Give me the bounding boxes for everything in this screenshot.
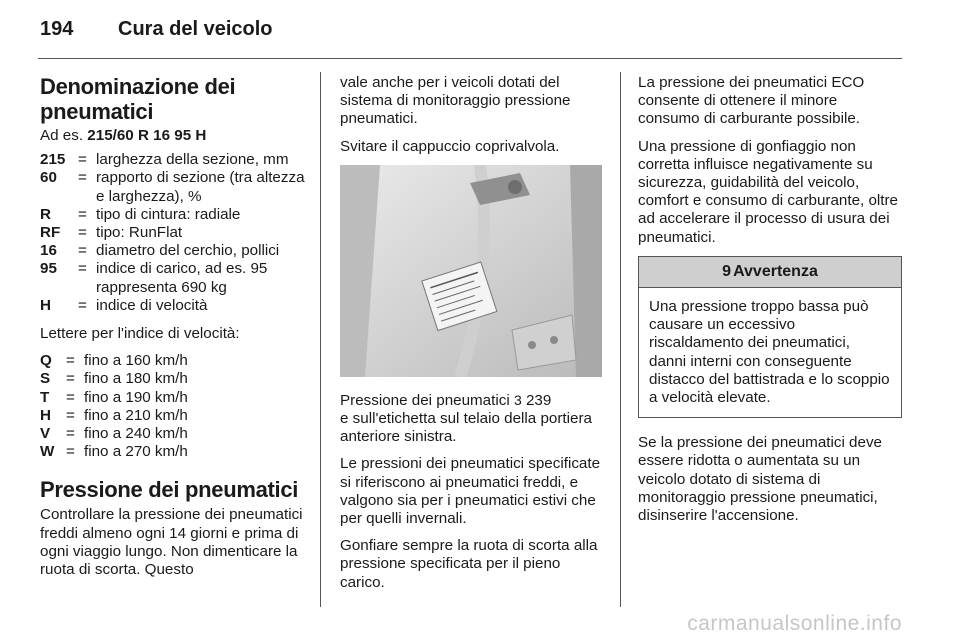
equals-sign: = xyxy=(78,224,87,242)
column-3 xyxy=(638,74,902,534)
speed-row xyxy=(40,389,188,407)
column-divider-right xyxy=(620,72,621,607)
paragraph: Gonfiare sempre la ruota di scorta alla pressione specificata per il pieno carico. xyxy=(340,537,598,591)
paragraph: vale anche per i veicoli dotati del sistema di monitoraggio pressione pneumatici. xyxy=(340,74,571,128)
definition-code: 16 xyxy=(40,242,57,260)
equals-sign: = xyxy=(78,151,87,169)
definition-text: rapporto di sezione (tra altezza e larghezza), % xyxy=(96,169,305,205)
door-frame-label-photo xyxy=(340,165,602,377)
definition-row xyxy=(40,242,305,260)
equals-sign: = xyxy=(78,242,87,260)
speed-row xyxy=(40,443,188,461)
definition-text: tipo: RunFlat xyxy=(96,224,183,242)
paragraph-pressure-reference xyxy=(340,391,602,447)
definition-code: 95 xyxy=(40,260,57,278)
warning-header xyxy=(639,257,901,288)
speed-text: fino a 160 km/h xyxy=(84,352,188,370)
speed-code: W xyxy=(40,443,55,461)
pressure-reference-text: Pressione dei pneumatici xyxy=(340,391,510,409)
speed-text: fino a 270 km/h xyxy=(84,443,188,461)
equals-sign: = xyxy=(78,205,87,223)
warning-box xyxy=(638,256,902,418)
definition-code: 215 xyxy=(40,151,66,169)
warning-title: Avvertenza xyxy=(733,262,818,280)
speed-code: T xyxy=(40,388,50,406)
equals-sign: = xyxy=(78,169,87,187)
warning-text: Una pressione troppo bassa può causare un eccessivo riscaldamento dei pneumatici, danni interni con conseguente distacco del battistrada e lo scoppio a velocità elevate. xyxy=(649,298,890,407)
speed-text: fino a 190 km/h xyxy=(84,388,188,406)
equals-sign: = xyxy=(66,406,75,424)
example-prefix: Ad es. xyxy=(40,127,84,144)
definition-text: indice di velocità xyxy=(96,296,208,314)
section-heading-tyre-designation: Denominazione dei pneumatici xyxy=(40,74,236,124)
definition-code: RF xyxy=(40,224,61,242)
warning-icon: 9 xyxy=(722,262,732,280)
definition-row xyxy=(40,260,305,296)
speed-row xyxy=(40,425,188,443)
page-reference-link[interactable]: 239 xyxy=(525,391,552,409)
column-2 xyxy=(340,74,602,601)
definition-code: H xyxy=(40,296,51,314)
example-code: 215/60 R 16 95 H xyxy=(87,127,207,144)
speed-code: H xyxy=(40,406,51,424)
speed-code: V xyxy=(40,425,51,443)
designation-definitions xyxy=(40,151,305,315)
designation-example xyxy=(40,127,305,145)
speed-text: fino a 240 km/h xyxy=(84,425,188,443)
speed-code: Q xyxy=(40,352,52,370)
definition-row xyxy=(40,224,305,242)
speed-row xyxy=(40,407,188,425)
definition-row xyxy=(40,151,305,169)
equals-sign: = xyxy=(66,370,75,388)
definition-code: R xyxy=(40,205,51,223)
speed-text: fino a 180 km/h xyxy=(84,370,188,388)
paragraph: Controllare la pressione dei pneumatici freddi almeno ogni 14 giorni e prima di ogni viaggio lungo. Non dimenticare la ruota di scorta. Questo xyxy=(40,506,303,579)
pressure-reference-text-2: e sull'etichetta sul telaio della portiera anteriore sinistra. xyxy=(340,410,592,446)
page-reference-icon: 3 xyxy=(513,391,522,408)
definition-row xyxy=(40,297,305,315)
chapter-title: Cura del veicolo xyxy=(118,18,273,40)
definition-code: 60 xyxy=(40,169,57,187)
speed-index-table xyxy=(40,352,188,461)
speed-index-intro: Lettere per l'indice di velocità: xyxy=(40,325,240,343)
equals-sign: = xyxy=(66,425,75,443)
speed-row xyxy=(40,370,188,388)
column-1 xyxy=(40,74,305,588)
page-number: 194 xyxy=(40,18,74,40)
column-divider-left xyxy=(320,72,321,607)
header-rule xyxy=(38,58,902,59)
section-heading-tyre-pressure: Pressione dei pneumatici xyxy=(40,477,299,503)
paragraph: Svitare il cappuccio coprivalvola. xyxy=(340,137,560,155)
definition-text: tipo di cintura: radiale xyxy=(96,205,241,223)
paragraph: Una pressione di gonfiaggio non corretta influisce negativamente su sicurezza, guidabilità del veicolo, comfort e consumo di carburante, oltre ad accelerare il processo di usura dei pneumatici. xyxy=(638,137,898,246)
definition-row xyxy=(40,169,305,205)
equals-sign: = xyxy=(78,260,87,278)
speed-text: fino a 210 km/h xyxy=(84,406,188,424)
door-frame-illustration xyxy=(340,165,602,377)
equals-sign: = xyxy=(78,296,87,314)
definition-row xyxy=(40,206,305,224)
speed-code: S xyxy=(40,370,51,388)
definition-text: diametro del cerchio, pollici xyxy=(96,242,280,260)
equals-sign: = xyxy=(66,388,75,406)
speed-row xyxy=(40,352,188,370)
definition-text: larghezza della sezione, mm xyxy=(96,151,289,169)
definition-text: indice di carico, ad es. 95 rappresenta 690 kg xyxy=(96,260,268,296)
paragraph: Le pressioni dei pneumatici specificate si riferiscono ai pneumatici freddi, e valgono sia per i pneumatici estivi che per quelli invernali. xyxy=(340,455,601,528)
watermark: carmanualsonline.info xyxy=(687,612,902,635)
paragraph: Se la pressione dei pneumatici deve essere ridotta o aumentata su un veicolo dotato di sistema di monitoraggio pressione pneumatici, disinserire l'accensione. xyxy=(638,434,882,525)
equals-sign: = xyxy=(66,352,75,370)
paragraph: La pressione dei pneumatici ECO consente di ottenere il minore consumo di carburante possibile. xyxy=(638,74,865,128)
equals-sign: = xyxy=(66,443,75,461)
